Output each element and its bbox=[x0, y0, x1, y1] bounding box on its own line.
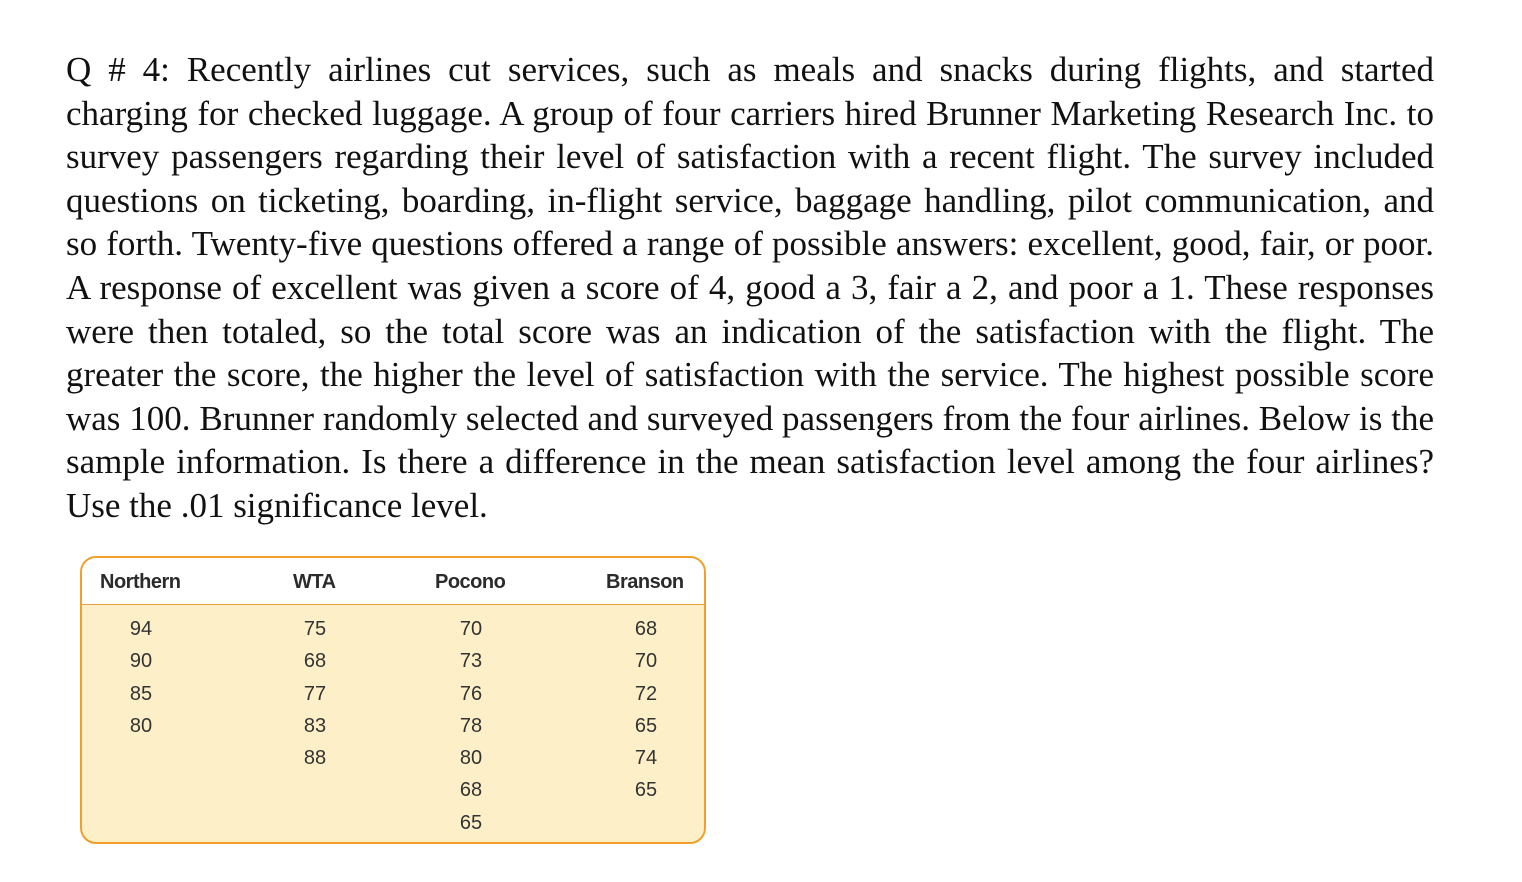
column-values-northern bbox=[121, 613, 161, 742]
table-cell: 75 bbox=[303, 618, 327, 640]
table-header-row bbox=[82, 558, 704, 605]
table-cell: 74 bbox=[634, 747, 658, 770]
table-cell: 73 bbox=[459, 650, 483, 673]
table-cell: 65 bbox=[459, 811, 483, 834]
column-header-branson: Branson bbox=[606, 571, 684, 593]
column-header-northern: Northern bbox=[100, 571, 181, 593]
table-cell: 90 bbox=[129, 650, 153, 673]
table-cell: 80 bbox=[459, 747, 483, 770]
table-cell: 68 bbox=[459, 779, 483, 802]
table-cell: 94 bbox=[129, 618, 153, 640]
table-cell: 88 bbox=[303, 747, 327, 770]
table-cell: 68 bbox=[303, 650, 327, 673]
table-cell: 70 bbox=[634, 650, 658, 673]
column-header-wta: WTA bbox=[293, 571, 336, 593]
column-values-wta bbox=[295, 613, 335, 774]
table-cell: 85 bbox=[129, 682, 153, 705]
table-cell: 65 bbox=[634, 779, 658, 802]
table-cell: 65 bbox=[634, 714, 658, 737]
table-cell: 83 bbox=[303, 714, 327, 737]
column-values-pocono bbox=[451, 613, 491, 839]
table-cell: 78 bbox=[459, 714, 483, 737]
column-header-pocono: Pocono bbox=[435, 571, 506, 593]
table-cell: 70 bbox=[459, 618, 483, 640]
table-cell: 72 bbox=[634, 682, 658, 705]
question-text: Q # 4: Recently airlines cut services, such as meals and snacks during flights, and started charging for checked luggage. A group of four carriers hired Brunner Marketing Research Inc. to survey passengers regarding their level of satisfaction with a recent flight. The survey included questions on ticketing, boarding, in-flight service, baggage handling, pilot communication, and so forth. Twenty-five questions offered a range of possible answers: excellent, good, fair, or poor. A response of excellent was given a score of 4, good a 3, fair a 2, and poor a 1. These responses were then totaled, so the total score was an indication of the satisfaction with the flight. The greater the score, the higher the level of satisfaction with the service. The highest possible score was 100. Brunner randomly selected and surveyed passengers from the four airlines. Below is the sample information. Is there a difference in the mean satisfaction level among the four airlines? Use the .01 significance level. bbox=[66, 50, 1434, 525]
table-cell: 80 bbox=[129, 714, 153, 737]
table-cell: 68 bbox=[634, 618, 658, 640]
table-cell: 76 bbox=[459, 682, 483, 705]
satisfaction-data-table bbox=[80, 556, 706, 844]
column-values-branson bbox=[626, 613, 666, 807]
table-cell: 77 bbox=[303, 682, 327, 705]
